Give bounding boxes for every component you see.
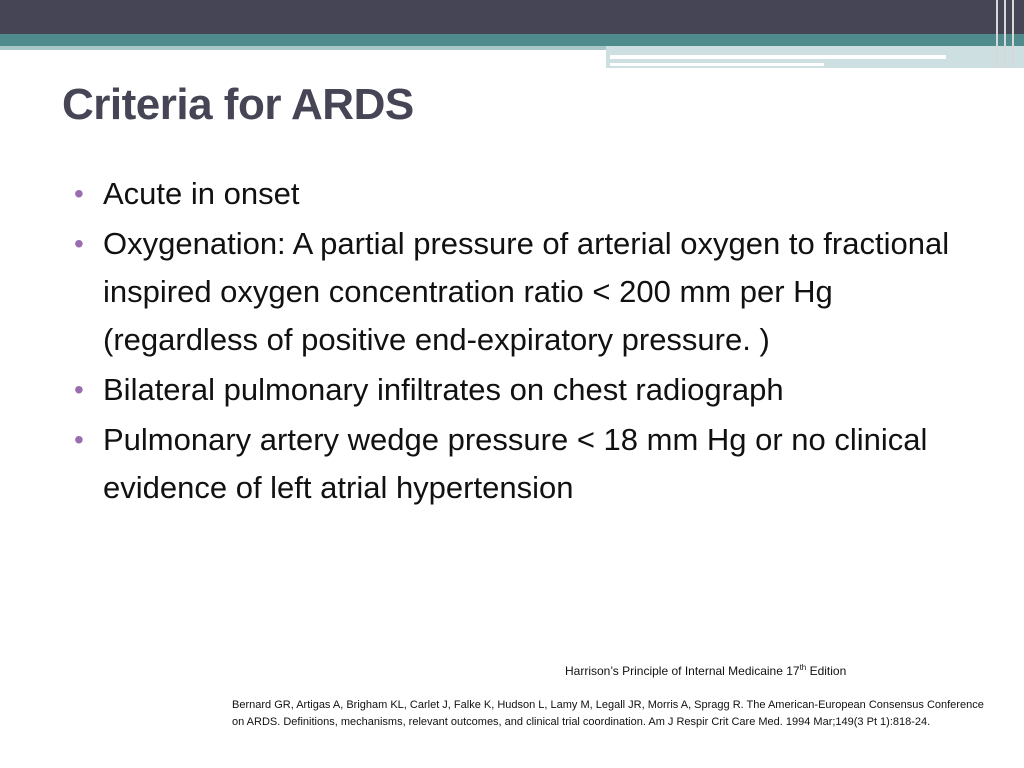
header-rule <box>1012 0 1014 68</box>
bullet-text: Oxygenation: A partial pressure of arterial oxygen to fractional inspired oxygen concentration ratio < 200 mm per Hg (regardless of positive end-expiratory pressure. ) <box>103 226 950 357</box>
bullet-icon: • <box>74 424 84 455</box>
bullet-item <box>74 170 974 218</box>
header-accent-strip <box>0 46 606 50</box>
header-rule <box>1004 0 1006 68</box>
header-rule <box>996 0 998 68</box>
reference-harrison-main: Harrison’s Principle of Internal Medicaine 17 <box>565 664 800 678</box>
reference-harrison-tail: Edition <box>806 664 847 678</box>
reference-bernard: Bernard GR, Artigas A, Brigham KL, Carlet J, Falke K, Hudson L, Lamy M, Legall JR, Morris A, Spragg R. The American-European Consensus Conference on ARDS. Definitions, mechanisms, relevant outcomes, and clinical trial coordination. Am J Respir Crit Care Med. 1994 Mar;149(3 Pt 1):818-24. <box>232 699 984 728</box>
bullet-list <box>74 170 974 514</box>
bullet-text: Acute in onset <box>103 176 300 211</box>
bullet-icon: • <box>74 228 84 259</box>
bullet-icon: • <box>74 178 84 209</box>
bullet-item <box>74 220 974 364</box>
slide-title: Criteria for ARDS <box>62 80 414 129</box>
bullet-icon: • <box>74 374 84 405</box>
header-accent-band <box>0 34 1024 46</box>
header-bar <box>0 0 1024 34</box>
bullet-item <box>74 416 974 512</box>
reference-harrison-sup: th <box>799 663 807 672</box>
bullet-text: Bilateral pulmonary infiltrates on chest radiograph <box>103 372 784 407</box>
bullet-item <box>74 366 974 414</box>
header-accent-line <box>610 55 946 59</box>
bullet-text: Pulmonary artery wedge pressure < 18 mm Hg or no clinical evidence of left atrial hypertension <box>103 422 928 505</box>
header-accent-line-short <box>610 63 824 66</box>
reference-harrison <box>565 663 846 678</box>
